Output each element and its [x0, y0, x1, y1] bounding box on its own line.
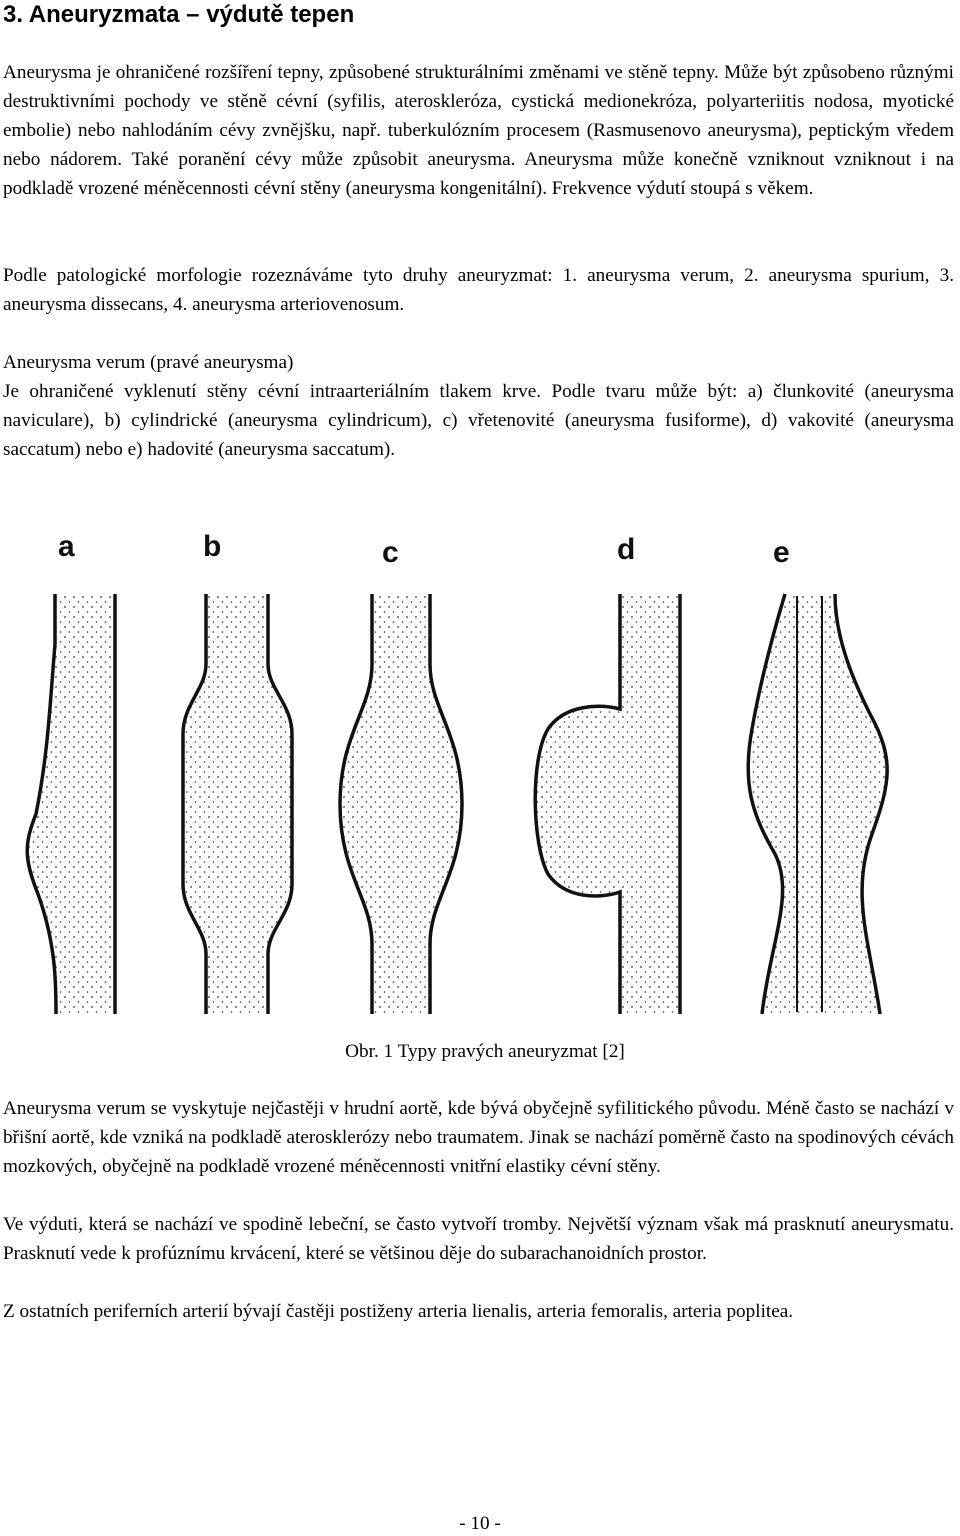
- figure-label-c: c: [382, 536, 399, 569]
- figure-aneurysm-types: [0, 514, 960, 1034]
- aneurysm-types-illustration: [0, 514, 960, 1034]
- paragraph-verum-occurrence: Aneurysma verum se vyskytuje nejčastěji v hrudní aortě, kde bývá obyčejně syfilitického původu. Méně často se nachází v břišní aortě, kde vzniká na podkladě aterosklerózy nebo traumatem. Jinak se nachází poměrně často na spodinových cévách mozkových, obyčejně na podkladě vrozené méněcennosti vnitřní elastiky cévní stěny.: [3, 1098, 954, 1177]
- vessel-b-cylindricum: [183, 530, 292, 1014]
- vessel-e-serpentine: [748, 536, 887, 1014]
- vessel-c-fusiforme: [340, 536, 462, 1014]
- subheading-aneurysma-verum: Aneurysma verum (pravé aneurysma): [3, 352, 294, 373]
- vessel-a-naviculare: [27, 530, 115, 1014]
- section-heading: 3. Aneuryzmata – výdutě tepen: [3, 1, 355, 28]
- vessel-d-saccatum: [535, 533, 680, 1014]
- page-number: - 10 -: [459, 1513, 501, 1534]
- figure-label-e: e: [773, 536, 790, 569]
- paragraph-types: Podle patologické morfologie rozeznáváme tyto druhy aneuryzmat: 1. aneurysma verum, 2. aneurysma spurium, 3. aneurysma dissecans, 4. aneurysma arteriovenosum.: [3, 265, 954, 315]
- paragraph-peripheral-arteries: Z ostatních periferních arterií bývají častěji postiženy arteria lienalis, arteria femoralis, arteria poplitea.: [3, 1301, 794, 1322]
- paragraph-intro: Aneurysma je ohraničené rozšíření tepny, způsobené strukturálními změnami ve stěně tepny. Může být způsobeno různými destruktivními pochody ve stěně cévní (syfilis, ateroskleróza, cystická medionekróza, polyarteriitis nodosa, myotické embolie) nebo nahlodáním cévy zvnějšku, např. tuberkulózním procesem (Rasmusenovo aneurysma), peptickým vředem nebo nádorem. Také poranění cévy může způsobit aneurysma. Aneurysma může konečně vzniknout vzniknout i na podkladě vrozené méněcennosti cévní stěny (aneurysma kongenitální). Frekvence výdutí stoupá s věkem.: [3, 62, 954, 199]
- figure-caption: [0, 1037, 960, 1066]
- paragraph-thrombus-rupture: Ve výduti, která se nachází ve spodině lebeční, se často vytvoří tromby. Největší význam však má prasknutí aneurysmatu. Prasknutí vede k profúznímu krvácení, které se většinou děje do subarachanoidních prostor.: [3, 1214, 954, 1264]
- figure-caption-text: Obr. 1 Typy pravých aneuryzmat [2]: [345, 1041, 625, 1062]
- figure-label-a: a: [58, 530, 75, 563]
- paragraph-verum-definition: Je ohraničené vyklenutí stěny cévní intraarteriálním tlakem krve. Podle tvaru může být: a) člunkovité (aneurysma naviculare), b) cylindrické (aneurysma cylindricum), c) vřetenovité (aneurysma fusiforme), d) vakovité (aneurysma saccatum) nebo e) hadovité (aneurysma saccatum).: [3, 381, 954, 460]
- figure-label-d: d: [617, 533, 636, 566]
- figure-label-b: b: [203, 530, 222, 563]
